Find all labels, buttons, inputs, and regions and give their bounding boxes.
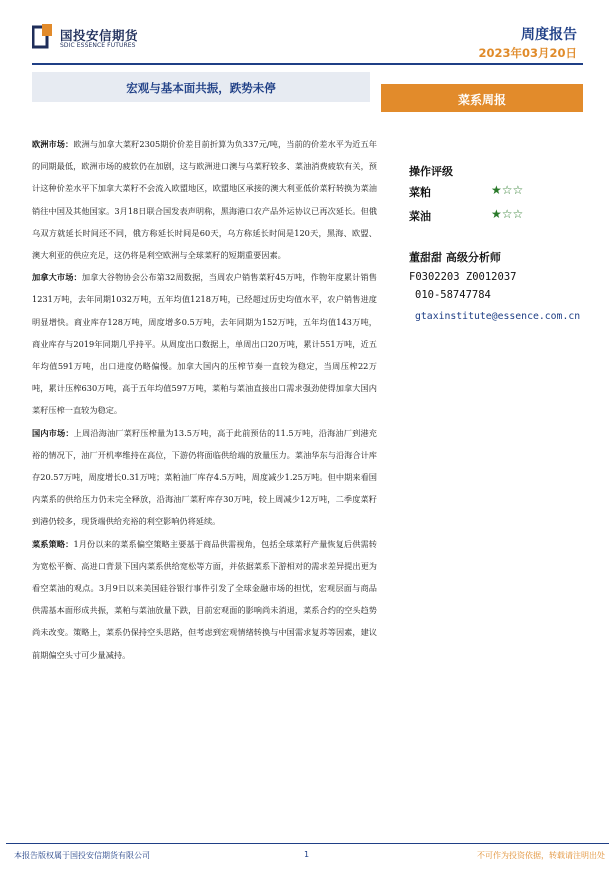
paragraph-text: 上周沿海油厂菜籽压榨量为13.5万吨，高于此前预估的11.5万吨，沿海油厂到港充裕的情况下，油厂开机率维持在高位，下游仍将面临供给端的放量压力。菜油华东与沿海合计库存20.57万吨，周度增长0.31万吨；菜粕油厂库存4.5万吨，周度减少1.25万吨。但中期来看国内菜系的供给压力仍未完全释放，沿海油厂菜籽库存30万吨，较上周减少12万吨，二季度菜籽到港仍较多，现货端供给充裕的利空影响仍将延续。 [32,427,377,527]
paragraph-canada [32,266,377,421]
star-rating-icon [491,207,523,221]
footer-disclaimer: 不可作为投资依据，转载请注明出处 [477,851,605,860]
report-type: 周度报告 [521,27,577,43]
star-filled-icon: ★ [491,207,502,221]
footer-divider [6,843,609,844]
header-divider [32,63,583,65]
category-tag [381,84,583,112]
report-date: 2023年03月20日 [478,46,577,60]
page-header [0,0,615,72]
sidebar [409,163,609,322]
analyst-name: 董甜甜 高级分析师 [409,251,501,264]
logo-company-name: 国投安信期货 [60,28,139,43]
company-logo [32,24,142,54]
paragraph-label: 加拿大市场： [32,272,82,283]
category-tag-label: 菜系周报 [457,93,506,107]
paragraph-europe [32,133,377,266]
paragraph-label: 欧洲市场： [32,139,74,149]
page-number: 1 [304,850,310,859]
rating-title: 操作评级 [409,165,453,178]
paragraph-text: 加拿大谷物协会公布第32周数据，当周农户销售菜籽45万吨，作物年度累计销售1231万吨，去年同期1032万吨，五年均值1218万吨，已经超过历史均值水平，农户销售进度明显增快。商业库存128万吨，周度增多0.5万吨，去年同期为152万吨，五年均值143万吨，商业库存与2019年同期几乎持平。从周度出口数据上，单周出口20万吨，累计551万吨，近五年均值591万吨，出口进度仍略偏慢。加拿大国内的压榨节奏一直较为稳定，当周压榨22万吨，累计压榨630万吨，高于五年均值597万吨，菜粕与菜油直接出口需求强劲使得加拿大国内菜籽压榨一直较为稳定。 [32,272,377,416]
paragraph-text: 1月份以来的菜系偏空策略主要基于商品供需视角，包括全球菜籽产量恢复后供需转为宽松平衡、高进口背景下国内菜系供给宽松等方面，并依据菜系下游相对的需求差异提出更为看空菜油的观点。3月9日以来美国硅谷银行事件引发了全球金融市场的担忧，宏观层面与商品供需基本面形成共振，菜粕与菜油放量下跌，目前宏观面的影响尚未消退，菜系合约的空头趋势尚未改变。策略上，菜系仍保持空头思路，但考虑到宏观情绪转换与中国需求复苏等因素，建议前期偏空头寸可少量减持。 [32,538,377,660]
rating-name: 菜油 [409,210,431,223]
star-filled-icon: ★ [491,183,502,197]
report-title: 宏观与基本面共振，跌势未停 [126,81,276,95]
rating-row-meal [409,183,609,203]
logo-company-name-en: SDIC ESSENCE FUTURES [60,42,136,49]
star-rating-icon [491,183,523,197]
paragraph-domestic [32,422,377,533]
paragraph-label: 菜系策略： [32,538,74,549]
rating-row-oil [409,207,609,227]
star-empty-icon: ☆☆ [501,207,524,221]
analyst-certificate: F0302203 Z0012037 [409,271,517,283]
footer-copyright: 本报告版权属于国投安信期货有限公司 [14,851,150,860]
paragraph-label: 国内市场： [32,427,74,438]
analyst-phone: 010-58747784 [415,289,491,301]
main-content [32,133,377,666]
paragraph-text: 欧洲与加拿大菜籽2305期价价差目前折算为负337元/吨，当前的价差水平为近五年的同期最低，欧洲市场的疲软仍在加剧，这与欧洲进口澳与乌菜籽较多、菜油消费疲软有关，预计这种价差水平下加拿大菜籽不会流入欧盟地区，欧盟地区承接的澳大利亚低价菜籽转换为菜油销往中国及其他国家。3月18日联合国发表声明称，黑海港口农产品外运协议已再次延长。但俄乌双方就延长时间还不同，俄方称延长时间是60天，乌方称延长时间是120天，黑海、欧盟、澳大利亚的供应充足，这仍将是利空欧洲与全球菜籽的短期重要因素。 [32,139,377,261]
analyst-email-link[interactable]: gtaxinstitute@essence.com.cn [415,311,581,322]
logo-mark-icon [32,24,54,50]
paragraph-strategy [32,533,377,666]
rating-name: 菜粕 [409,186,431,199]
star-empty-icon: ☆☆ [501,183,524,197]
title-band [32,72,370,102]
